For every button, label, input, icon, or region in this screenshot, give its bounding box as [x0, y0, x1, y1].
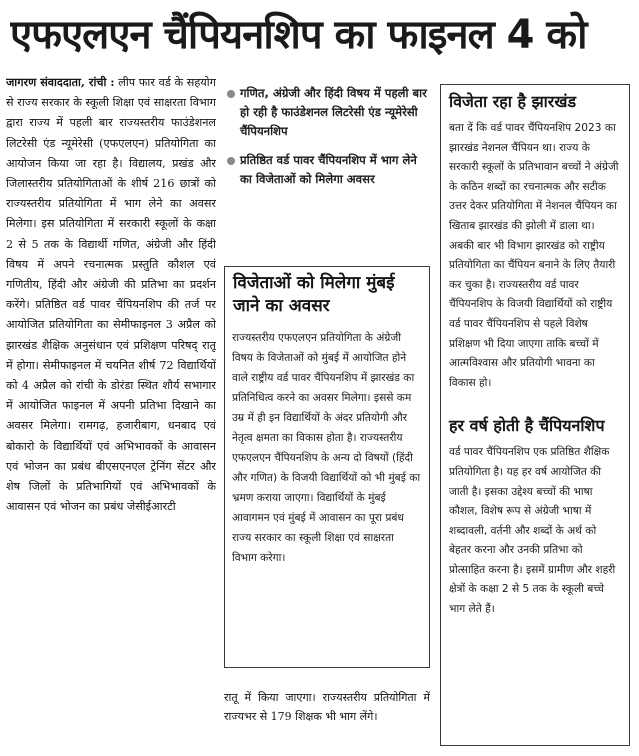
- yearly-section-heading: हर वर्ष होती है चैंपियनशिप: [449, 416, 605, 436]
- highlight-text: गणित, अंग्रेजी और हिंदी विषय में पहली बार हो रही है फाउंडेशनल लिटरेसी एंड न्यूमेरेसी चैंपियनशिप: [240, 86, 427, 138]
- highlight-item: [226, 151, 428, 189]
- highlight-text: प्रतिष्ठित वर्ड पावर चैंपियनशिप में भाग लेने का विजेताओं को मिलेगा अवसर: [240, 153, 417, 186]
- bullet-icon: [227, 157, 235, 165]
- main-article-column: [6, 72, 216, 752]
- page-headline: एफएलएन चैंपियनशिप का फाइनल 4 को: [10, 12, 587, 58]
- mumbai-box-heading: विजेताओं को मिलेगा मुंबई जाने का अवसर: [233, 273, 395, 316]
- highlight-item: [226, 84, 428, 141]
- article-continuation: रातू में किया जाएगा। राज्यस्तरीय प्रतियोगिता में राज्यभर से 179 शिक्षक भी भाग लेंगे।: [224, 691, 430, 723]
- article-dateline: जागरण संवाददाता, रांची :: [6, 75, 115, 89]
- mumbai-box-body: राज्यस्तरीय एफएलएन प्रतियोगिता के अंग्रेजी विषय के विजेताओं को मुंबई में आयोजित होने वाले राष्ट्रीय वर्ड पावर चैंपियनशिप में झारखंड का प्रतिनिधित्व करने का अवसर मिलेगा। इससे कम उम्र में ही इन विद्यार्थियों के अंदर प्रतियोगी और नेतृत्व क्षमता का विकास होता है। राज्यस्तरीय एफएलएन चैंपियनशिप के अन्य दो विषयों (हिंदी और गणित) के विजयी विद्यार्थियों को भी मुंबई का भ्रमण कराया जाएगा। विद्यार्थियों के मुंबई आवागमन एवं मुंबई में आवासन का पूरा प्रबंध राज्य सरकार का स्कूली शिक्षा एवं साक्षरता विभाग करेगा।: [232, 332, 421, 564]
- bullet-icon: [227, 90, 235, 98]
- winner-section-heading: विजेता रहा है झारखंड: [449, 92, 576, 111]
- winner-section-body: बता दें कि वर्ड पावर चैंपियनशिप 2023 का झारखंड नेशनल चैंपियन था। राज्य के सरकारी स्कूलों के प्रतिभावान बच्चों ने अंग्रेजी के कठिन शब्दों का रचनात्मक और सटीक उत्तर देकर प्रतियोगिता में नेशनल चैंपियन का खिताब झारखंड की झोली में डाला था। अबकी बार भी विभाग झारखंड को राष्ट्रीय प्रतियोगिता का चैंपियन बनाने के लिए तैयारी कर चुका है। राज्यस्तरीय वर्ड पावर चैंपियनशिप के विजयी विद्यार्थियों को राष्ट्रीय वर्ड पावर चैंपियनशिप से पहले विशेष प्रशिक्षण भी दिया जाएगा ताकि बच्चों में आत्मविश्वास और प्रतियोगी भावना का विकास हो।: [449, 122, 619, 389]
- highlights-list: [226, 84, 428, 199]
- yearly-section-body: वर्ड पावर चैंपियनशिप एक प्रतिष्ठित शैक्षिक प्रतियोगिता है। यह हर वर्ष आयोजित की जाती है। इसका उद्देश्य बच्चों की भाषा कौशल, विशेष रूप से अंग्रेजी भाषा में शब्दावली, वर्तनी और शब्दों के अर्थ को बेहतर करना और उनकी प्रतिभा को प्रोत्साहित करना है। इसमें ग्रामीण और शहरी क्षेत्रों के कक्षा 2 से 5 तक के स्कूली बच्चे भाग लेते हैं।: [449, 446, 616, 616]
- sidebar-box: [440, 84, 630, 746]
- article-body: लीप फार वर्ड के सहयोग से राज्य सरकार के स्कूली शिक्षा एवं साक्षरता विभाग द्वारा राज्य में पहली बार राज्यस्तरीय फाउंडेशनल लिटरेसी एंड न्यूमेरेसी (एफएलएन) प्रतियोगिता का आयोजन किया जा रहा है। विद्यालय, प्रखंड और जिलास्तरीय प्रतियोगिताओं के शीर्ष 216 छात्रों को राज्यस्तरीय प्रतियोगिता में भाग लेने का अवसर मिलेगा। इस प्रतियोगिता में सरकारी स्कूलों के कक्षा 2 से 5 तक के विद्यार्थी गणित, अंग्रेजी और हिंदी विषय में अपने रचनात्मक प्रस्तुति कौशल एवं गणितीय, हिंदी और अंग्रेजी की प्रतिभा का प्रदर्शन करेंगे। प्रतिष्ठित वर्ड पावर चैंपियनशिप की तर्ज पर आयोजित प्रतियोगिता का सेमीफाइनल 3 अप्रैल को झारखंड शैक्षिक अनुसंधान एवं प्रशिक्षण परिषद् रातू में होगा। सेमीफाइनल में चयनित शीर्ष 72 विद्यार्थियों को 4 अप्रैल को रांची के डोरंडा स्थित शौर्य सभागार में आयोजित फाइनल में अपनी प्रतिभा दिखाने का अवसर मिलेगा। रामगढ़, हजारीबाग, धनबाद एवं बोकारो के विद्यार्थियों एवं अभिभावकों के आवासन एवं भोजन का प्रबंध बीएसएनएल ट्रेनिंग सेंटर और शेष जिलों के प्रतिभागियों एवं अभिभावकों के आवासन एवं भोजन का प्रबंध जेसीईआरटी: [6, 76, 216, 514]
- mumbai-opportunity-box: [224, 266, 430, 668]
